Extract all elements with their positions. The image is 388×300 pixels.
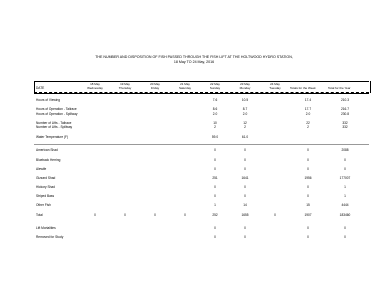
table-cell: 0 (307, 185, 309, 189)
col-date: 22 May (210, 82, 220, 86)
table-cell: 2.0 (242, 112, 248, 116)
date-label: DATE (36, 86, 45, 90)
table-cell: 0 (244, 194, 246, 198)
table-cell: 0 (344, 167, 346, 171)
table-cell: 15 (306, 203, 310, 207)
table-cell: 251 (212, 176, 218, 180)
col-date: 19 May (120, 82, 130, 86)
col-day: Friday (150, 86, 160, 90)
table-cell: 2088 (341, 148, 349, 152)
col-date: 18 May (90, 82, 100, 86)
table-row-label: Blueback Herring (36, 158, 61, 162)
table-row-label: Hickory Shad (36, 185, 55, 189)
col-day: Saturday (178, 86, 191, 90)
col-day: Monday (239, 86, 251, 90)
table-row-label: Other Fish (36, 203, 51, 207)
table-cell: 183460 (339, 213, 351, 217)
table-cell: 216.7 (341, 107, 349, 111)
table-cell: 17.7 (304, 107, 312, 111)
table-cell: 0 (344, 158, 346, 162)
table-cell: 1 (344, 185, 346, 189)
table-cell: 0 (124, 213, 126, 217)
col-day: Thursday (118, 86, 132, 90)
table-cell: 0 (154, 213, 156, 217)
table-cell: 1655 (241, 213, 249, 217)
table-cell: 210.3 (341, 98, 349, 102)
table-cell: 0 (94, 213, 96, 217)
table-cell: 0 (214, 158, 216, 162)
table-row-label: Total (36, 213, 43, 217)
table-cell: 332 (342, 125, 348, 129)
table-row-label: Hours of Viewing (36, 98, 61, 102)
header-frame (34, 81, 371, 93)
table-cell: 0 (184, 213, 186, 217)
table-cell: 10.5 (241, 98, 249, 102)
table-cell: 4444 (341, 203, 349, 207)
report-subtitle: 18 May TO 24 May, 2016 (173, 60, 215, 64)
table-cell: 2 (214, 125, 216, 129)
totals-week-header: Totals for the Week (290, 86, 316, 90)
table-cell: 0 (214, 185, 216, 189)
table-cell: 0 (214, 194, 216, 198)
table-cell: 0 (244, 235, 246, 239)
table-row-label: Number of Lifts - Tailrace (36, 121, 72, 125)
table-cell: 0 (214, 235, 216, 239)
table-cell: 0 (307, 158, 309, 162)
table-cell: 10 (213, 121, 217, 125)
table-cell: 0 (344, 226, 346, 230)
table-cell: 0 (307, 194, 309, 198)
col-date: 24 May (270, 82, 280, 86)
table-cell: 59.0 (211, 135, 219, 139)
header-bottom-rule-solid (34, 93, 369, 94)
table-cell: 2 (244, 125, 246, 129)
col-date: 20 May (150, 82, 160, 86)
table-cell: 12 (243, 121, 247, 125)
table-cell: 7.6 (212, 98, 218, 102)
table-row-label: Removed for Study (36, 235, 64, 239)
table-cell: 1907 (304, 213, 312, 217)
col-day: Wednesday (87, 86, 103, 90)
col-day: Sunday (209, 86, 221, 90)
table-row-label: American Shad (36, 148, 58, 152)
table-cell: 2.0 (212, 112, 218, 116)
col-date: 21 May (180, 82, 190, 86)
table-cell: 0 (307, 148, 309, 152)
table-cell: 0 (307, 226, 309, 230)
table-cell: 0 (244, 167, 246, 171)
table-cell: 2 (307, 125, 309, 129)
col-day: Tuesday (269, 86, 281, 90)
table-cell: 0 (244, 226, 246, 230)
table-cell: 0 (307, 167, 309, 171)
table-cell: 2.0 (305, 112, 311, 116)
table-cell: 0 (307, 235, 309, 239)
table-cell: 8.7 (242, 107, 248, 111)
section-divider (34, 144, 369, 145)
table-row-label: Hours of Operation - Tailrace (36, 107, 77, 111)
table-cell: 0 (214, 167, 216, 171)
table-cell: 177007 (339, 176, 351, 180)
table-cell: 22 (306, 121, 310, 125)
table-cell: 17.4 (304, 98, 312, 102)
table-cell: 0 (214, 226, 216, 230)
totals-year-header: Total for the Year (328, 86, 351, 90)
table-cell: 1641 (241, 176, 249, 180)
table-row-label: Gizzard Shad (36, 176, 56, 180)
table-cell: 0 (274, 213, 276, 217)
table-cell: 252 (212, 213, 218, 217)
report-title: THE NUMBER AND DISPOSITION OF FISH PASSED THROUGH THE FISH LIFT AT THE HOLTWOOD HYDRO STATION, (95, 55, 293, 59)
table-cell: 0 (244, 185, 246, 189)
col-date: 23 May (240, 82, 250, 86)
table-cell: 0 (344, 235, 346, 239)
table-cell: 8.6 (212, 107, 218, 111)
table-row-label: Water Temperature (F) (36, 135, 69, 139)
table-row-label: Number of Lifts - Spillway (36, 125, 73, 129)
table-cell: 0 (244, 148, 246, 152)
table-row-label: Alewife (36, 167, 47, 171)
table-cell: 1 (344, 194, 346, 198)
table-cell: 14 (243, 203, 247, 207)
table-cell: 61.0 (241, 135, 249, 139)
table-row-label: Lift Mortalities (36, 226, 56, 230)
table-cell: 1956 (304, 176, 312, 180)
table-cell: 230.8 (341, 112, 349, 116)
table-row-label: Striped Bass (36, 194, 55, 198)
table-row-label: Hours of Operation - Spillway (36, 112, 78, 116)
table-cell: 332 (342, 121, 348, 125)
table-cell: 1 (214, 203, 216, 207)
table-cell: 0 (214, 148, 216, 152)
table-cell: 0 (244, 158, 246, 162)
